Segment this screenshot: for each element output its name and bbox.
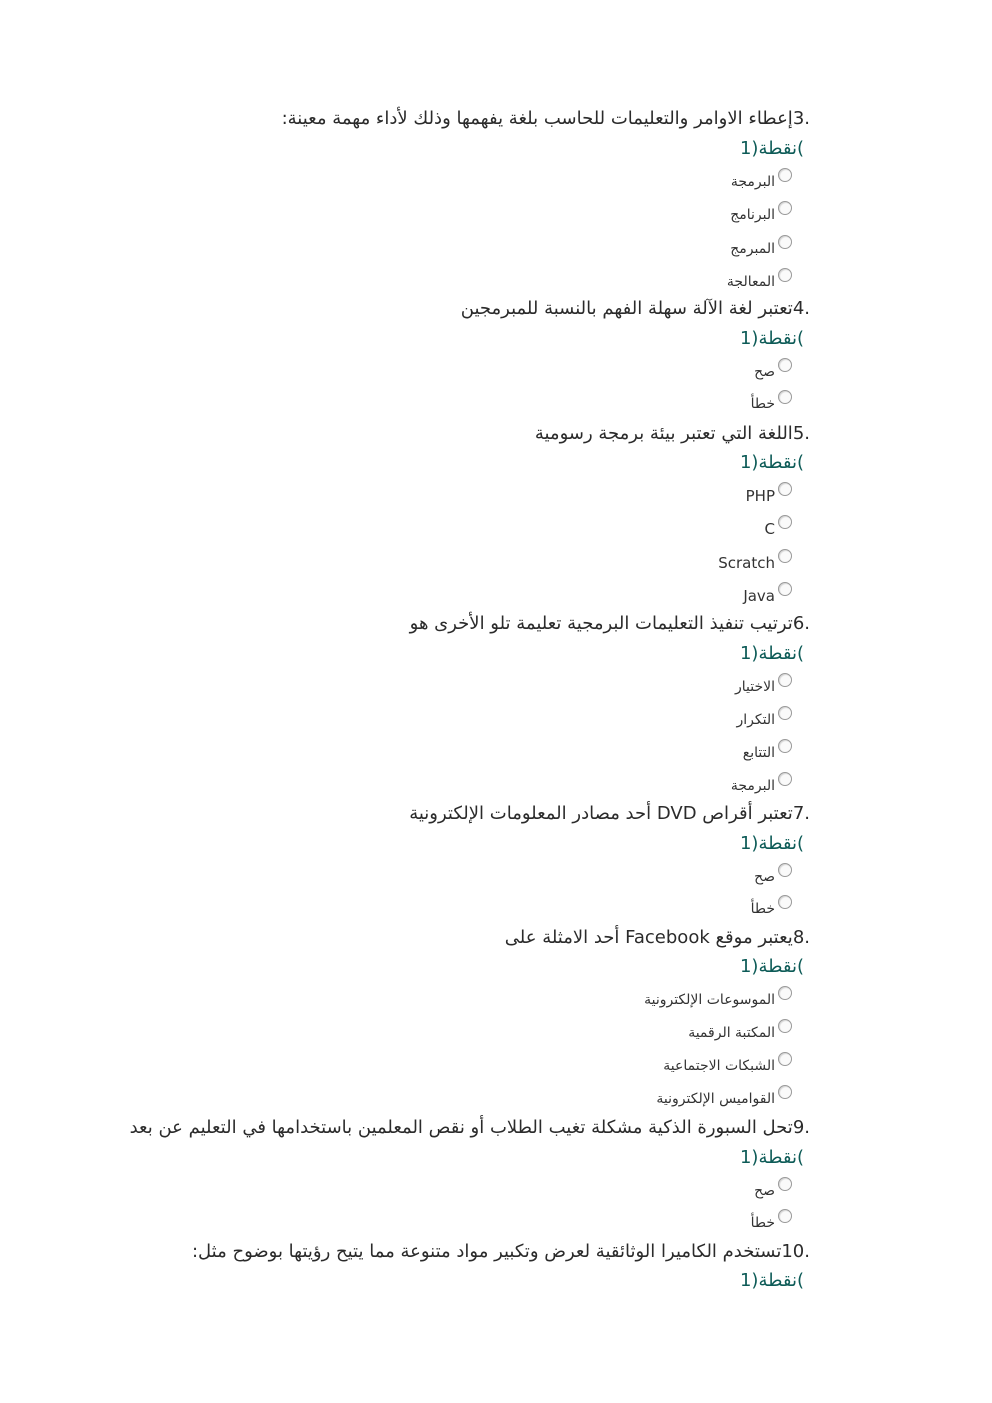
radio-button[interactable] [778, 268, 792, 282]
question-text: .4تعتبر لغة الآلة سهلة الفهم بالنسبة للمبرمجين [460, 298, 810, 319]
option-label: صح [754, 364, 775, 380]
option-label: C [764, 520, 775, 538]
option-label: القواميس الإلكترونية [656, 1091, 775, 1107]
radio-button[interactable] [778, 582, 792, 596]
radio-button[interactable] [778, 739, 792, 753]
question-text: .9تحل السبورة الذكية مشكلة تغيب الطلاب أو نقص المعلمين باستخدامها في التعليم عن بعد [129, 1117, 810, 1138]
option-label: Java [743, 587, 775, 605]
option-label: خطأ [750, 396, 775, 412]
option-label: المبرمج [730, 241, 775, 257]
option-label: الموسوعات الإلكترونية [644, 992, 775, 1008]
option-label: PHP [745, 487, 775, 505]
option-label: البرنامج [730, 207, 775, 223]
option-label: صح [754, 869, 775, 885]
option-label: التتابع [742, 745, 775, 761]
option-label: المكتبة الرقمية [688, 1025, 775, 1041]
radio-button[interactable] [778, 1052, 792, 1066]
question-text: .3إعطاء الاوامر والتعليمات للحاسب بلغة يفهمها وذلك لأداء مهمة معينة: [281, 108, 810, 129]
radio-button[interactable] [778, 1085, 792, 1099]
question-points: 1)نقطة( [739, 328, 804, 349]
radio-button[interactable] [778, 1019, 792, 1033]
option-label: خطأ [750, 1215, 775, 1231]
question-points: 1)نقطة( [739, 833, 804, 854]
question-text: .10تستخدم الكاميرا الوثائقية لعرض وتكبير مواد متنوعة مما يتيح رؤيتها بوضوح مثل: [191, 1241, 810, 1262]
question-points: 1)نقطة( [739, 452, 804, 473]
option-label: الاختيار [734, 679, 775, 695]
radio-button[interactable] [778, 168, 792, 182]
option-label: الشبكات الاجتماعية [663, 1058, 775, 1074]
option-label: البرمجة [730, 174, 775, 190]
radio-button[interactable] [778, 201, 792, 215]
question-10 [0, 1241, 992, 1291]
option-label: البرمجة [730, 778, 775, 794]
question-points: 1)نقطة( [739, 138, 804, 159]
question-4 [0, 298, 992, 412]
option-label: صح [754, 1183, 775, 1199]
question-text: .7تعتبر أقراص DVD أحد مصادر المعلومات الإلكترونية [409, 803, 810, 824]
radio-button[interactable] [778, 1177, 792, 1191]
question-points: 1)نقطة( [739, 1147, 804, 1168]
radio-button[interactable] [778, 515, 792, 529]
option-label: التكرار [736, 712, 775, 728]
radio-button[interactable] [778, 673, 792, 687]
question-3 [0, 108, 992, 290]
question-5 [0, 423, 992, 605]
question-7 [0, 803, 992, 917]
radio-button[interactable] [778, 986, 792, 1000]
radio-button[interactable] [778, 706, 792, 720]
question-text: .8يعتبر موقع Facebook أحد الامثلة على [504, 927, 810, 948]
radio-button[interactable] [778, 549, 792, 563]
question-points: 1)نقطة( [739, 643, 804, 664]
question-9 [0, 1117, 992, 1231]
radio-button[interactable] [778, 772, 792, 786]
radio-button[interactable] [778, 863, 792, 877]
radio-button[interactable] [778, 235, 792, 249]
question-points: 1)نقطة( [739, 1270, 804, 1291]
question-8 [0, 927, 992, 1107]
option-label: خطأ [750, 901, 775, 917]
option-label: المعالجة [726, 274, 775, 290]
question-6 [0, 613, 992, 794]
radio-button[interactable] [778, 895, 792, 909]
question-text: .6ترتيب تنفيذ التعليمات البرمجية تعليمة تلو الأخرى هو [409, 613, 810, 634]
question-text: .5اللغة التي تعتبر بيئة برمجة رسومية [534, 423, 810, 444]
radio-button[interactable] [778, 1209, 792, 1223]
question-points: 1)نقطة( [739, 956, 804, 977]
radio-button[interactable] [778, 482, 792, 496]
option-label: Scratch [718, 554, 775, 572]
radio-button[interactable] [778, 358, 792, 372]
radio-button[interactable] [778, 390, 792, 404]
